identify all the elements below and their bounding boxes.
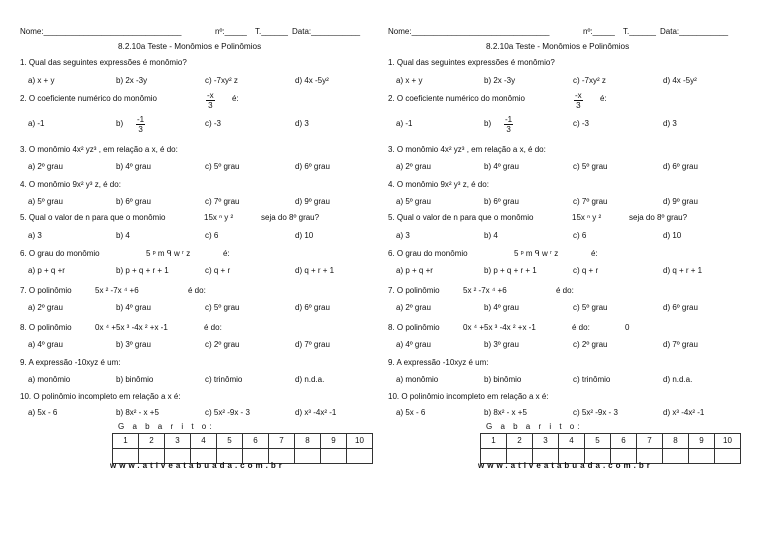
question-tail: é: <box>600 94 607 103</box>
option-d[interactable]: d) 7º grau <box>663 340 698 349</box>
name-field[interactable]: Nome:_______________________________ <box>20 27 182 36</box>
question <box>20 322 390 334</box>
website-footer: www.ativeatabuada.com.br <box>110 461 285 470</box>
option-a[interactable]: a) 2º grau <box>396 162 431 171</box>
polynomial-expression: 0x ⁴ +5x ³ -4x ² +x -1 <box>463 323 536 332</box>
question <box>388 357 758 369</box>
option-d[interactable]: d) 9º grau <box>663 197 698 206</box>
option-d[interactable]: d) q + r + 1 <box>295 266 335 275</box>
option-a[interactable]: a) 4º grau <box>396 340 431 349</box>
question <box>20 391 390 403</box>
options-row <box>20 374 390 386</box>
answer-key-number: 5 <box>585 434 611 449</box>
question-text: 7. O polinômio <box>20 286 72 295</box>
option-b[interactable]: b) 4 <box>484 231 498 240</box>
option-b[interactable]: b) 6º grau <box>484 197 519 206</box>
option-c[interactable]: c) 5º grau <box>573 162 608 171</box>
question <box>20 179 390 191</box>
options-row <box>20 196 390 208</box>
option-c[interactable]: c) 5x² -9x - 3 <box>205 408 250 417</box>
question-text: 4. O monômio 9x² y³ z, é do: <box>20 180 121 189</box>
option-c[interactable]: c) q + r <box>205 266 231 275</box>
option-d[interactable]: d) 3 <box>295 119 309 128</box>
fraction-denominator: 3 <box>138 125 143 134</box>
option-b[interactable]: b) p + q + r + 1 <box>484 266 537 275</box>
question <box>388 391 758 403</box>
answer-key-number: 10 <box>715 434 741 449</box>
option-a[interactable]: a) 5x - 6 <box>396 408 426 417</box>
answer-key-number: 9 <box>321 434 347 449</box>
class-field[interactable]: T.______ <box>623 27 656 36</box>
option-b[interactable]: b) 2x -3y <box>116 76 148 85</box>
options-row <box>388 339 758 351</box>
option-a[interactable]: a) 2º grau <box>28 162 63 171</box>
number-field[interactable]: nº:_____ <box>583 27 615 36</box>
question <box>388 212 758 224</box>
question-text: 8. O polinômio <box>388 323 440 332</box>
option-a[interactable]: a) 3 <box>396 231 410 240</box>
option-b[interactable]: b) 3º grau <box>484 340 519 349</box>
option-b[interactable]: b) 4 <box>116 231 130 240</box>
question <box>20 357 390 369</box>
page-title: 8.2.10a Teste - Monômios e Polinômios <box>118 42 262 51</box>
question-text: 8. O polinômio <box>20 323 72 332</box>
option-d[interactable]: d) 10 <box>663 231 682 240</box>
question-tail: é: <box>232 94 239 103</box>
question-tail: é do: <box>204 323 222 332</box>
question-text: 2. O coeficiente numérico do monômio <box>20 94 157 103</box>
option-b[interactable]: b) 4º grau <box>484 162 519 171</box>
option-d[interactable]: d) 6º grau <box>663 162 698 171</box>
answer-cell[interactable] <box>663 449 689 464</box>
option-a[interactable]: a) x + y <box>28 76 55 85</box>
option-b[interactable]: b) 8x² - x +5 <box>484 408 527 417</box>
option-d[interactable]: d) 10 <box>295 231 314 240</box>
question-text: 5. Qual o valor de n para que o monômio <box>388 213 534 222</box>
option-b[interactable]: b) <box>484 119 492 128</box>
option-a[interactable]: a) -1 <box>396 119 413 128</box>
answer-key-number: 4 <box>191 434 217 449</box>
question <box>388 322 758 334</box>
option-b[interactable]: b) p + q + r + 1 <box>116 266 169 275</box>
answer-cell[interactable] <box>715 449 741 464</box>
option-b[interactable]: b) binômio <box>116 375 154 384</box>
option-b-fraction <box>136 115 145 134</box>
question-text: 6. O grau do monômio <box>388 249 468 258</box>
option-c[interactable]: c) -3 <box>573 119 589 128</box>
option-d[interactable]: d) x³ -4x² -1 <box>295 408 337 417</box>
fraction-numerator: -x <box>207 91 214 100</box>
option-a[interactable]: a) 3 <box>28 231 42 240</box>
option-b[interactable]: b) <box>116 119 124 128</box>
question-text: 3. O monômio 4x² yz³ , em relação a x, é do: <box>20 145 178 154</box>
option-c[interactable]: c) 7º grau <box>573 197 608 206</box>
question <box>388 144 758 156</box>
answer-key-numbers-row <box>113 434 373 449</box>
fraction-numerator: -1 <box>505 115 513 124</box>
date-field[interactable]: Data:___________ <box>660 27 729 36</box>
coefficient-fraction <box>206 91 215 110</box>
answer-key-number: 7 <box>637 434 663 449</box>
question-text: 10. O polinômio incompleto em relação a x é: <box>20 392 181 401</box>
page-title: 8.2.10a Teste - Monômios e Polinômios <box>486 42 630 51</box>
question <box>388 91 758 110</box>
options-row <box>388 161 758 173</box>
option-d[interactable]: d) 3 <box>663 119 677 128</box>
question-tail: é: <box>591 249 598 258</box>
option-a[interactable]: a) p + q +r <box>28 266 65 275</box>
answer-key-number: 2 <box>507 434 533 449</box>
answer-key-number: 9 <box>689 434 715 449</box>
fraction-numerator: -x <box>575 91 582 100</box>
number-field[interactable]: nº:_____ <box>215 27 247 36</box>
answer-key-numbers-row <box>481 434 741 449</box>
worksheet-copy-right <box>388 0 758 543</box>
options-row <box>20 75 390 87</box>
option-d[interactable]: d) q + r + 1 <box>663 266 703 275</box>
option-a[interactable]: a) monômio <box>396 375 439 384</box>
option-d[interactable]: d) 6º grau <box>663 303 698 312</box>
header-line <box>388 26 758 38</box>
answer-key-number: 1 <box>481 434 507 449</box>
option-a[interactable]: a) p + q +r <box>396 266 433 275</box>
answer-key-number: 3 <box>533 434 559 449</box>
options-row <box>388 230 758 242</box>
name-field[interactable]: Nome:_______________________________ <box>388 27 550 36</box>
question-text: 5. Qual o valor de n para que o monômio <box>20 213 166 222</box>
question-text: 3. O monômio 4x² yz³ , em relação a x, é do: <box>388 145 546 154</box>
answer-key-number: 8 <box>295 434 321 449</box>
answer-key-number: 7 <box>269 434 295 449</box>
option-c[interactable]: c) 7º grau <box>205 197 240 206</box>
option-b[interactable]: b) 6º grau <box>116 197 151 206</box>
options-row <box>20 407 390 419</box>
option-c[interactable]: c) trinômio <box>573 375 611 384</box>
answer-cell[interactable] <box>295 449 321 464</box>
option-d[interactable]: d) 4x -5y² <box>295 76 329 85</box>
fraction-numerator: -1 <box>137 115 145 124</box>
question <box>388 248 758 260</box>
option-b[interactable]: b) 4º grau <box>484 303 519 312</box>
answer-key-label: G a b a r i t o: <box>486 422 583 431</box>
option-d[interactable]: d) 6º grau <box>295 303 330 312</box>
fraction-denominator: 3 <box>576 101 581 110</box>
header-line <box>20 26 390 38</box>
option-c[interactable]: c) -3 <box>205 119 221 128</box>
question-text: 9. A expressão -10xyz é um: <box>20 358 121 367</box>
handwritten-extra-zero: 0 <box>625 323 630 332</box>
answer-key-label: G a b a r i t o: <box>118 422 215 431</box>
question <box>20 248 390 260</box>
option-b[interactable]: b) 4º grau <box>116 303 151 312</box>
option-a[interactable]: a) 2º grau <box>396 303 431 312</box>
option-b[interactable]: b) 8x² - x +5 <box>116 408 159 417</box>
option-d[interactable]: d) 4x -5y² <box>663 76 697 85</box>
options-row <box>388 302 758 314</box>
option-b[interactable]: b) 2x -3y <box>484 76 516 85</box>
worksheet-copy-left <box>20 0 390 543</box>
answer-cell[interactable] <box>321 449 347 464</box>
fraction-denominator: 3 <box>506 125 511 134</box>
answer-cell[interactable] <box>347 449 373 464</box>
option-a[interactable]: a) 5º grau <box>28 197 63 206</box>
monomial-expression: 5 ᵖ m ᑫ w ʳ z <box>146 249 191 258</box>
answer-key-number: 5 <box>217 434 243 449</box>
question-tail: é do: <box>556 286 574 295</box>
question-text: 4. O monômio 9x² y³ z, é do: <box>388 180 489 189</box>
question <box>20 144 390 156</box>
question-text: 1. Qual das seguintes expressões é monômio? <box>20 58 187 67</box>
option-a[interactable]: a) monômio <box>28 375 71 384</box>
question-text: 6. O grau do monômio <box>20 249 100 258</box>
option-b-fraction <box>504 115 513 134</box>
option-a[interactable]: a) x + y <box>396 76 423 85</box>
options-row <box>388 265 758 277</box>
option-a[interactable]: a) 2º grau <box>28 303 63 312</box>
option-c[interactable]: c) 2º grau <box>573 340 608 349</box>
option-d[interactable]: d) n.d.a. <box>663 375 693 384</box>
option-d[interactable]: d) n.d.a. <box>295 375 325 384</box>
option-c[interactable]: c) -7xy² z <box>205 76 238 85</box>
option-c[interactable]: c) 5º grau <box>205 162 240 171</box>
page-title-line <box>388 41 758 53</box>
question-text: 10. O polinômio incompleto em relação a x é: <box>388 392 549 401</box>
question-text: 1. Qual das seguintes expressões é monômio? <box>388 58 555 67</box>
option-c[interactable]: c) q + r <box>573 266 599 275</box>
question <box>388 179 758 191</box>
class-field[interactable]: T.______ <box>255 27 288 36</box>
monomial-expression: 15x ⁿ y ² <box>204 213 234 222</box>
option-c[interactable]: c) -7xy² z <box>573 76 606 85</box>
option-d[interactable]: d) 6º grau <box>295 162 330 171</box>
options-row <box>20 265 390 277</box>
answer-key-number: 1 <box>113 434 139 449</box>
option-d[interactable]: d) x³ -4x² -1 <box>663 408 705 417</box>
options-row <box>388 115 758 134</box>
question-tail: é: <box>223 249 230 258</box>
option-c[interactable]: c) 6 <box>573 231 587 240</box>
options-row <box>388 196 758 208</box>
option-c[interactable]: c) trinômio <box>205 375 243 384</box>
option-b[interactable]: b) 4º grau <box>116 162 151 171</box>
question-tail: é do: <box>188 286 206 295</box>
question <box>20 212 390 224</box>
options-row <box>20 115 390 134</box>
question-text: 9. A expressão -10xyz é um: <box>388 358 489 367</box>
question-text: 2. O coeficiente numérico do monômio <box>388 94 525 103</box>
option-b[interactable]: b) 3º grau <box>116 340 151 349</box>
option-c[interactable]: c) 5º grau <box>573 303 608 312</box>
coefficient-fraction <box>574 91 583 110</box>
option-c[interactable]: c) 5º grau <box>205 303 240 312</box>
option-c[interactable]: c) 6 <box>205 231 219 240</box>
fraction-denominator: 3 <box>208 101 213 110</box>
question-tail: seja do 8º grau? <box>261 213 320 222</box>
monomial-expression: 15x ⁿ y ² <box>572 213 602 222</box>
website-footer: www.ativeatabuada.com.br <box>478 461 653 470</box>
option-d[interactable]: d) 7º grau <box>295 340 330 349</box>
polynomial-expression: 5x ² -7x ⁴ +6 <box>95 286 139 295</box>
question <box>388 57 758 69</box>
answer-key-number: 6 <box>243 434 269 449</box>
option-a[interactable]: a) 5º grau <box>396 197 431 206</box>
answer-key-number: 10 <box>347 434 373 449</box>
answer-key-number: 6 <box>611 434 637 449</box>
options-row <box>20 161 390 173</box>
question-tail: seja do 8º grau? <box>629 213 688 222</box>
answer-key-number: 8 <box>663 434 689 449</box>
answer-key-number: 2 <box>139 434 165 449</box>
option-b[interactable]: b) binômio <box>484 375 522 384</box>
question <box>20 57 390 69</box>
question-text: 7. O polinômio <box>388 286 440 295</box>
options-row <box>20 302 390 314</box>
date-field[interactable]: Data:___________ <box>292 27 361 36</box>
option-a[interactable]: a) -1 <box>28 119 45 128</box>
question <box>20 91 390 110</box>
options-row <box>388 374 758 386</box>
question-tail: é do: <box>572 323 590 332</box>
options-row <box>20 339 390 351</box>
options-row <box>388 407 758 419</box>
answer-cell[interactable] <box>689 449 715 464</box>
options-row <box>388 75 758 87</box>
polynomial-expression: 0x ⁴ +5x ³ -4x ² +x -1 <box>95 323 168 332</box>
polynomial-expression: 5x ² -7x ⁴ +6 <box>463 286 507 295</box>
option-a[interactable]: a) 5x - 6 <box>28 408 58 417</box>
page-title-line <box>20 41 390 53</box>
question <box>388 285 758 297</box>
monomial-expression: 5 ᵖ m ᑫ w ʳ z <box>514 249 559 258</box>
option-a[interactable]: a) 4º grau <box>28 340 63 349</box>
option-c[interactable]: c) 2º grau <box>205 340 240 349</box>
answer-key-number: 3 <box>165 434 191 449</box>
answer-key-number: 4 <box>559 434 585 449</box>
question <box>20 285 390 297</box>
option-d[interactable]: d) 9º grau <box>295 197 330 206</box>
options-row <box>20 230 390 242</box>
option-c[interactable]: c) 5x² -9x - 3 <box>573 408 618 417</box>
